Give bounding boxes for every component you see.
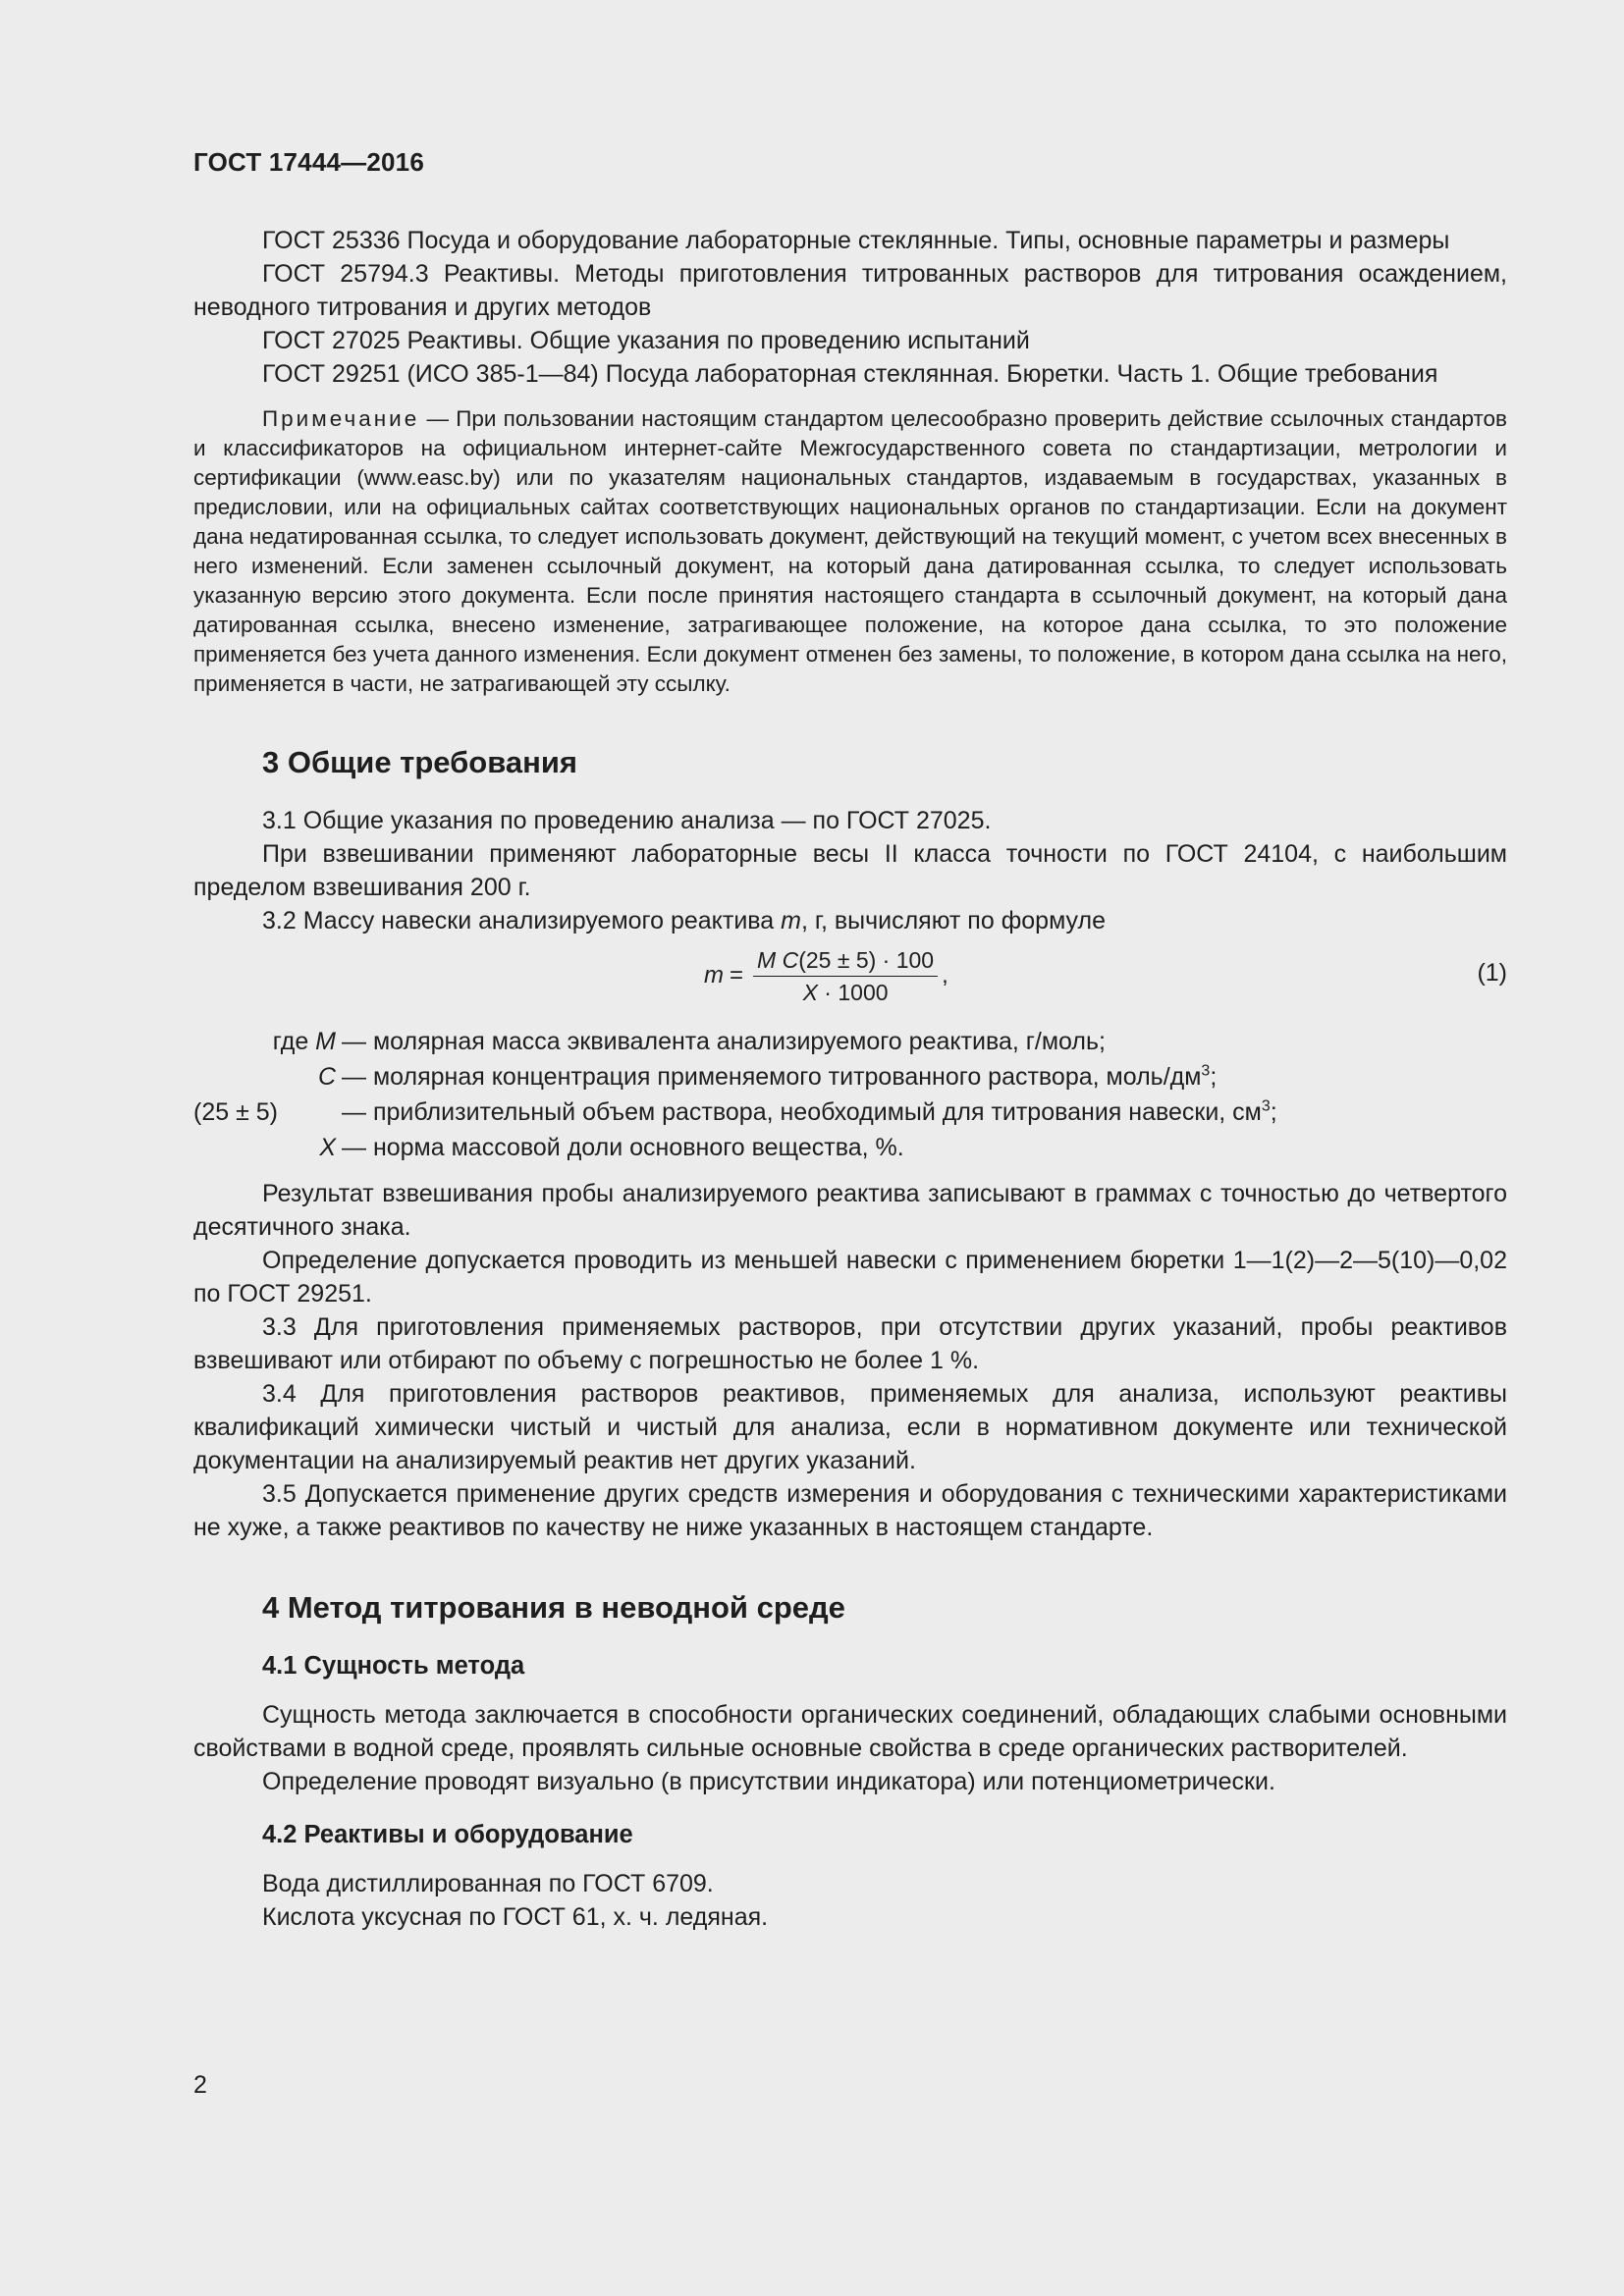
formula-comma: , xyxy=(942,962,948,988)
definition-item: X — норма массовой доли основного вещества, %. xyxy=(319,1134,904,1161)
paragraph-weighing-result: Результат взвешивания пробы анализируемого реактива записывают в граммах с точностью до четвертого десятичного знака. xyxy=(193,1180,1507,1241)
paragraph-method-essence: Сущность метода заключается в способности органических соединений, обладающих слабыми основными свойствами в водной среде, проявлять сильные основные свойства в среде органических растворителей. xyxy=(193,1701,1507,1762)
formula-block xyxy=(193,941,1507,1014)
paragraph-method-detection: Определение проводят визуально (в присутствии индикатора) или потенциометрически. xyxy=(262,1768,1275,1795)
paragraph-3-1: 3.1 Общие указания по проведению анализа — по ГОСТ 27025. xyxy=(262,807,992,834)
formula-numerator: M C(25 ± 5) · 100 xyxy=(753,946,938,977)
page-number: 2 xyxy=(193,2071,207,2099)
definition-item: C — молярная концентрация применяемого титрованного раствора, моль/$дм^3$; xyxy=(317,1062,1218,1091)
reference-item: ГОСТ 29251 (ИСО 385-1—84) Посуда лабораторная стеклянная. Бюретки. Часть 1. Общие требования xyxy=(262,360,1438,388)
formula-fraction xyxy=(753,946,938,1006)
definition-item: (25 ± 5) — приблизительный объем раствора, необходимый для титрования навески, $см^3$; xyxy=(193,1097,1277,1126)
reagent-item: Кислота уксусная по ГОСТ 61, х. ч. ледяная. xyxy=(262,1903,769,1931)
formula-equals: = xyxy=(730,962,744,988)
subsection-4-1-heading: 4.1 Сущность метода xyxy=(262,1652,525,1680)
paragraph-burette: Определение допускается проводить из меньшей навески с применением бюретки 1—1(2)—2—5(10)—0,02 по ГОСТ 29251. xyxy=(193,1247,1507,1308)
note-paragraph xyxy=(193,404,1507,699)
document-body xyxy=(193,224,1507,1934)
formula xyxy=(704,941,948,1010)
section-3-heading: 3 Общие требования xyxy=(262,745,577,779)
note-text: — При пользовании настоящим стандартом целесообразно проверить действие ссылочных стандартов и классификаторов на официальном интернет-сайте Межгосударственного совета по стандартизации, метрологии и сертификации (www.easc.by) или по указателям национальных стандартов, издаваемым в государствах, указанных в предисловии, или на официальных сайтах соответствующих национальных органов по стандартизации. Если на документ дана недатированная ссылка, то следует использовать документ, действующий на текущий момент, с учетом всех внесенных в него изменений. Если заменен ссылочный документ, на который дана датированная ссылка, то следует использовать указанную версию этого документа. Если после принятия настоящего стандарта в ссылочный документ, на который дана датированная ссылка, внесено изменение, затрагивающее положение, на которое дана ссылка, то это положение применяется без учета данного изменения. Если документ отменен без замены, то положение, в котором дана ссылка на него, применяется в части, не затрагивающей эту ссылку. xyxy=(193,406,1507,696)
paragraph-3-3: 3.3 Для приготовления применяемых растворов, при отсутствии других указаний, пробы реактивов взвешивают или отбирают по объему с погрешностью не более 1 %. xyxy=(193,1313,1507,1374)
definitions-list xyxy=(193,1024,1507,1165)
subsection-4-2-heading: 4.2 Реактивы и оборудование xyxy=(262,1821,633,1848)
reagent-item: Вода дистиллированная по ГОСТ 6709. xyxy=(262,1870,714,1897)
formula-number: (1) xyxy=(1477,959,1507,987)
document-header: ГОСТ 17444—2016 xyxy=(193,147,424,177)
definition-item: где M — молярная масса эквивалента анализируемого реактива, г/моль; xyxy=(272,1028,1106,1055)
formula-denominator: X · 1000 xyxy=(802,979,889,1005)
paragraph-3-2: 3.2 Массу навески анализируемого реактива m, г, вычисляют по формуле xyxy=(262,907,1106,934)
paragraph-3-4: 3.4 Для приготовления растворов реактивов, применяемых для анализа, используют реактивы квалификаций химически чистый и чистый для анализа, если в нормативном документе или технической документации на анализируемый реактив нет других указаний. xyxy=(193,1380,1507,1474)
paragraph-scales: При взвешивании применяют лабораторные весы II класса точности по ГОСТ 24104, с наибольшим пределом взвешивания 200 г. xyxy=(193,840,1507,901)
note-label: Примечание xyxy=(262,406,420,431)
formula-lhs: m xyxy=(704,962,724,988)
paragraph-3-5: 3.5 Допускается применение других средств измерения и оборудования с техническими характеристиками не хуже, а также реактивов по качеству не ниже указанных в настоящем стандарте. xyxy=(193,1480,1507,1541)
reference-item: ГОСТ 25336 Посуда и оборудование лабораторные стеклянные. Типы, основные параметры и размеры xyxy=(262,227,1450,254)
reference-item: ГОСТ 27025 Реактивы. Общие указания по проведению испытаний xyxy=(262,327,1030,354)
section-4-heading: 4 Метод титрования в неводной среде xyxy=(262,1590,845,1625)
reference-item: ГОСТ 25794.3 Реактивы. Методы приготовления титрованных растворов для титрования осаждением, неводного титрования и других методов xyxy=(193,260,1507,321)
